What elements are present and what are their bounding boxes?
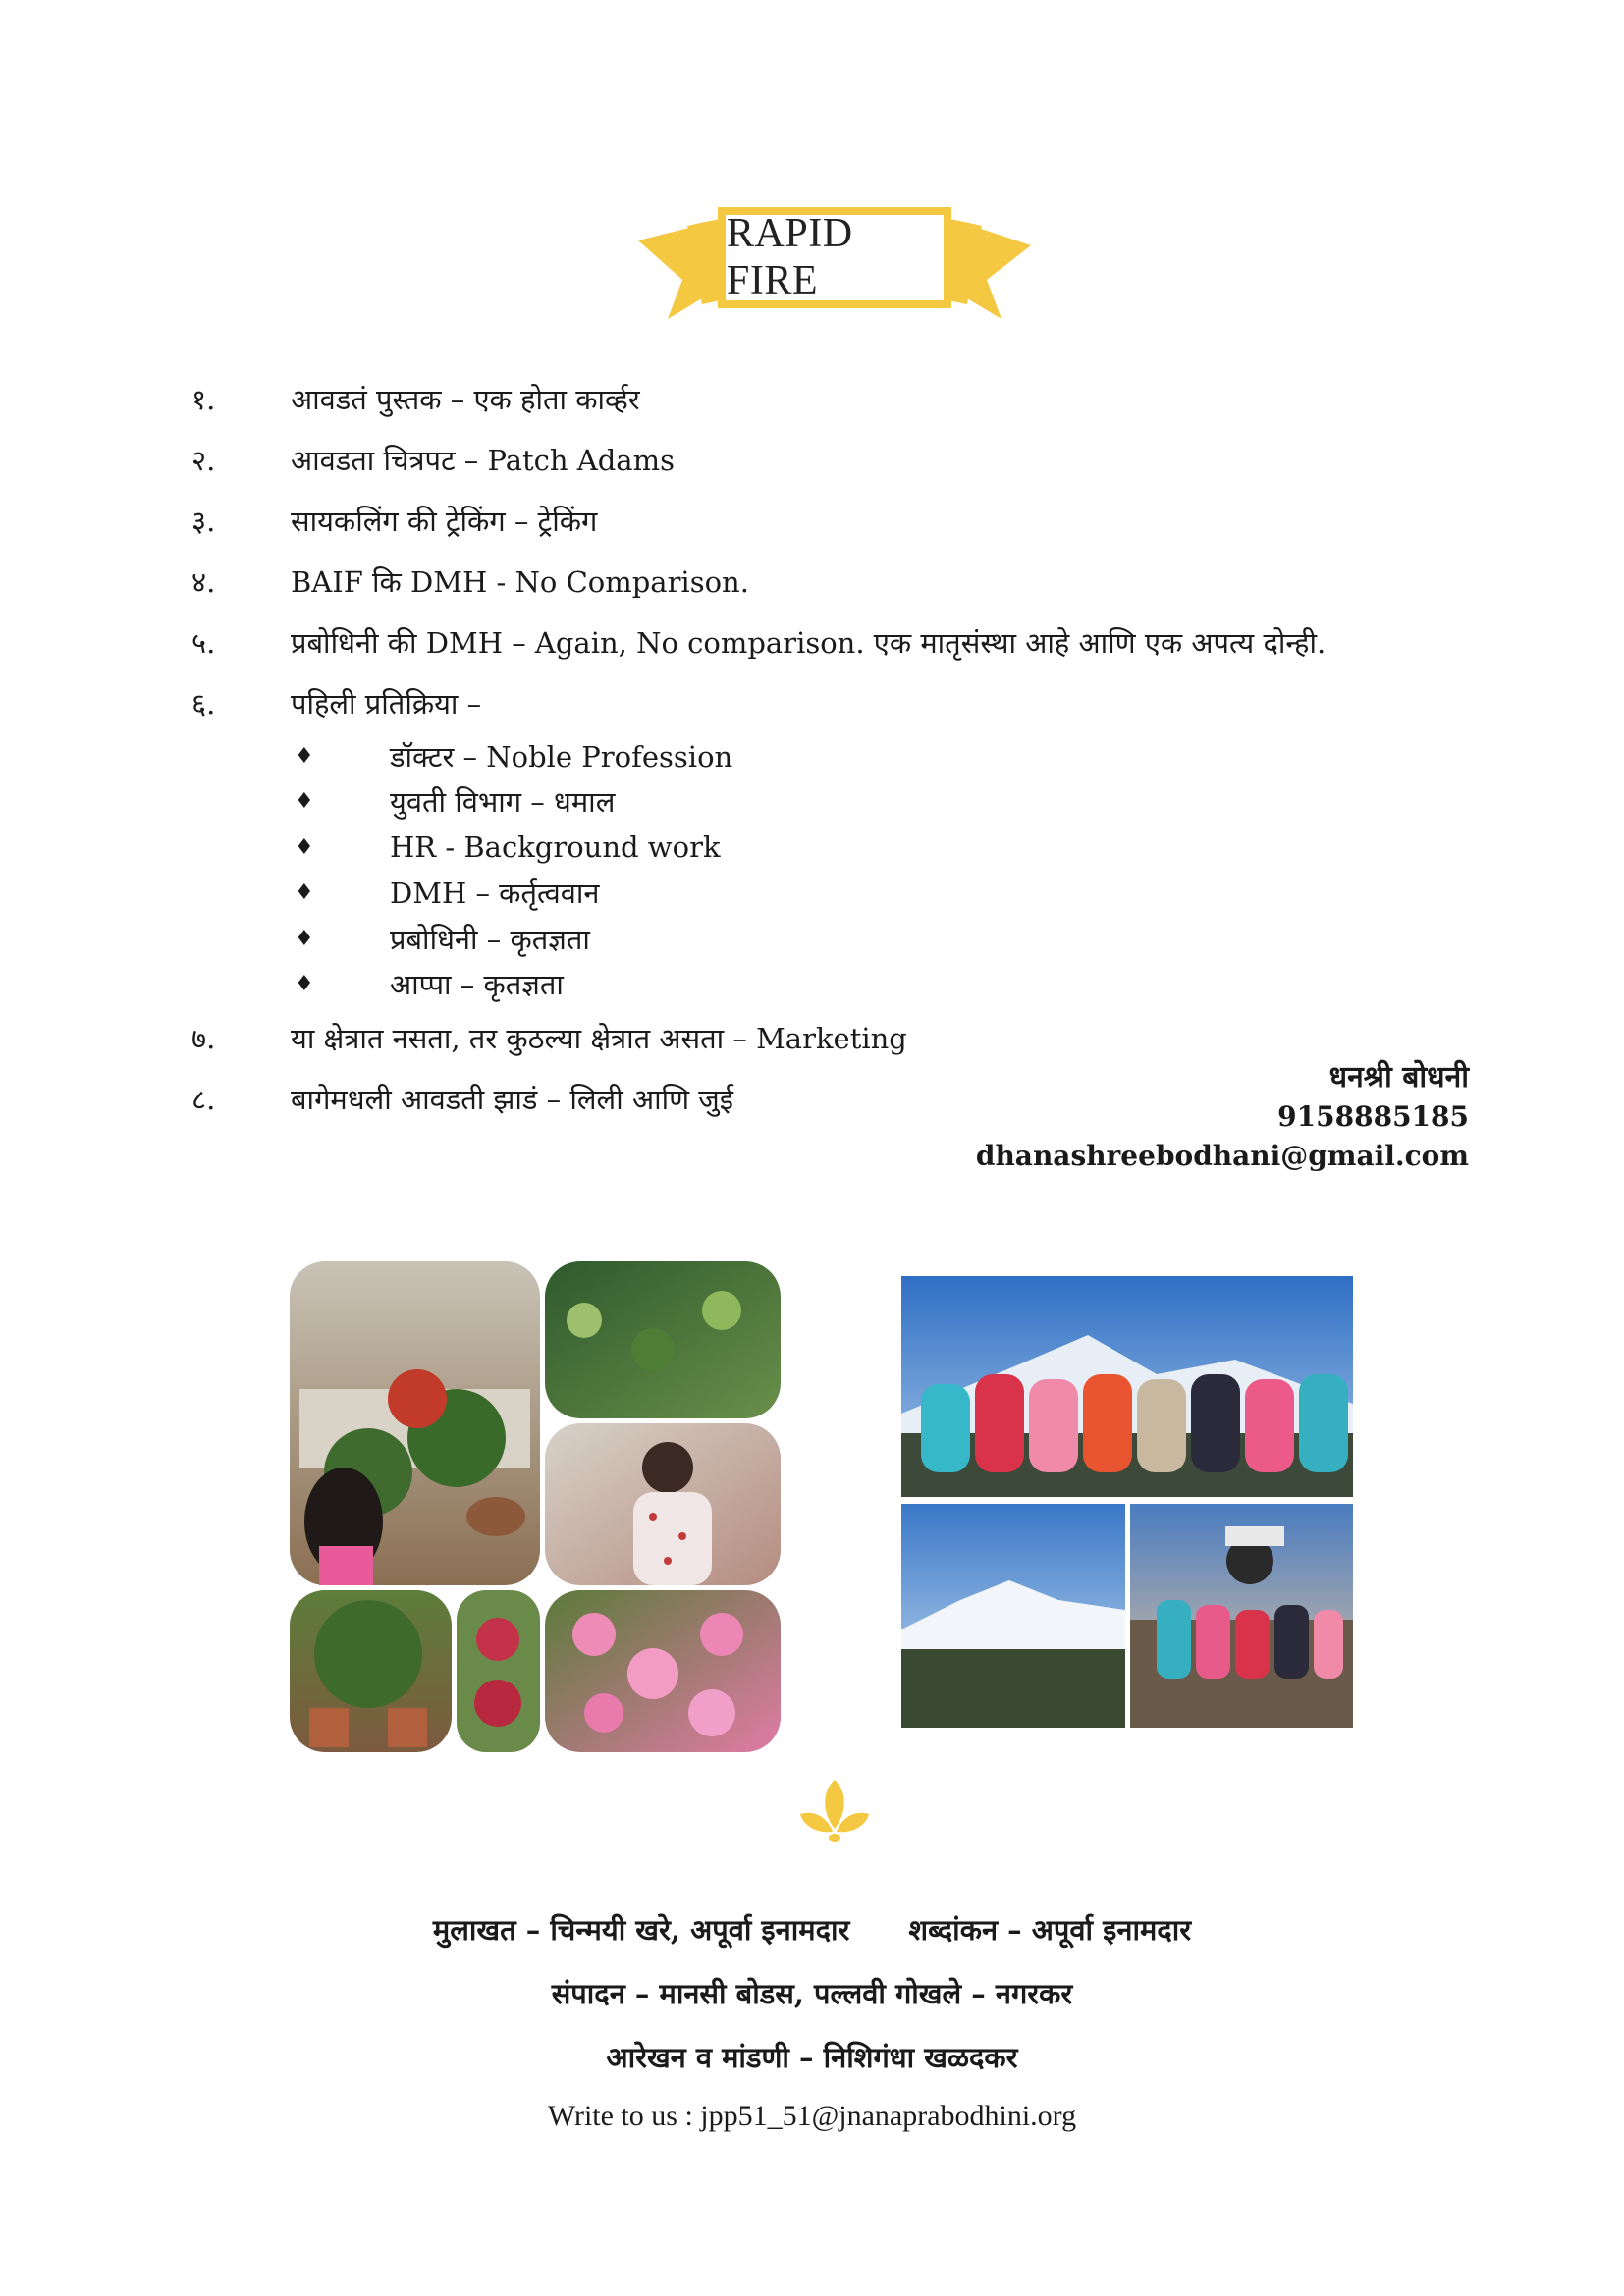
item-number: १.	[191, 382, 216, 416]
contact-name: धनश्री बोधनी	[1328, 1060, 1469, 1095]
item-text: या क्षेत्रात नसता, तर कुठल्या क्षेत्रात असता – Marketing	[291, 1021, 907, 1055]
item-text: BAIF कि DMH - No Comparison.	[291, 564, 749, 599]
sub-item-text: प्रबोधिनी – कृतज्ञता	[390, 922, 590, 956]
item-number: ६.	[191, 686, 216, 721]
sub-list-item	[191, 733, 1468, 779]
contact-email: dhanashreebodhani@gmail.com	[975, 1140, 1469, 1172]
item-text: आवडतं पुस्तक – एक होता कार्व्हर	[291, 382, 640, 416]
diamond-bullet-icon: ♦	[295, 743, 314, 769]
garden-collage-image	[290, 1261, 781, 1752]
trekking-collage-image	[901, 1276, 1353, 1728]
diamond-bullet-icon: ♦	[295, 926, 314, 951]
item-number: २.	[191, 443, 216, 477]
diamond-bullet-icon: ♦	[295, 834, 314, 860]
list-item	[191, 612, 1468, 672]
trekking-photo-collage	[901, 1276, 1353, 1728]
write-to-us: Write to us : jpp51_51@jnanaprabodhini.org	[547, 2100, 1077, 2132]
item-text: बागेमधली आवडती झाडं – लिली आणि जुई	[291, 1082, 734, 1116]
item-number: ५.	[191, 625, 216, 660]
item-number: ८.	[191, 1082, 216, 1116]
sub-item-text: युवती विभाग – धमाल	[390, 785, 616, 820]
sub-item-text: DMH – कर्तृत्ववान	[390, 877, 600, 911]
sub-list-item	[191, 916, 1468, 962]
diamond-bullet-icon: ♦	[295, 972, 314, 997]
contact-block	[976, 1058, 1469, 1176]
sub-item-text: आप्पा – कृतज्ञता	[390, 968, 564, 1002]
list-item	[191, 672, 1468, 733]
rapid-fire-list	[191, 368, 1468, 1129]
list-item	[191, 429, 1468, 490]
diamond-bullet-icon: ♦	[295, 789, 314, 815]
flower-ornament-icon	[795, 1775, 874, 1852]
item-number: ७.	[191, 1021, 216, 1055]
garden-photo-collage	[290, 1261, 781, 1752]
item-number: ३.	[191, 504, 216, 538]
editing-credit: संपादन – मानसी बोडस, पल्लवी गोखले – नगरकर	[551, 1977, 1073, 2010]
list-item	[191, 490, 1468, 551]
sub-list-item	[191, 871, 1468, 917]
list-item	[191, 551, 1468, 612]
sub-list-item	[191, 825, 1468, 871]
diamond-bullet-icon: ♦	[295, 881, 314, 906]
banner-title: RAPID FIRE	[727, 211, 853, 303]
design-credit: आरेखन व मांडणी – निशिगंधा खळदकर	[606, 2041, 1018, 2074]
sub-item-text: डॉक्टर – Noble Profession	[390, 739, 733, 774]
sub-item-text: HR - Background work	[390, 830, 721, 865]
interview-credit: मुलाखत – चिन्मयी खरे, अपूर्वा इनामदार	[432, 1913, 850, 1947]
rapid-fire-banner	[628, 182, 1041, 339]
item-text: पहिली प्रतिक्रिया –	[291, 686, 482, 721]
writing-credit: शब्दांकन – अपूर्वा इनामदार	[908, 1913, 1192, 1947]
item-text: सायकलिंग की ट्रेकिंग – ट्रेकिंग	[291, 504, 598, 538]
list-item	[191, 368, 1468, 429]
sub-list-item	[191, 962, 1468, 1008]
sub-list-item	[191, 779, 1468, 826]
credits-interview-line	[0, 1910, 1624, 1949]
item-text: आवडता चित्रपट – Patch Adams	[291, 443, 675, 477]
contact-phone: 9158885185	[1277, 1100, 1469, 1133]
item-text: प्रबोधिनी की DMH – Again, No comparison. एक मातृसंस्था आहे आणि एक अपत्य दोन्ही.	[291, 625, 1326, 660]
item-number: ४.	[191, 564, 216, 599]
